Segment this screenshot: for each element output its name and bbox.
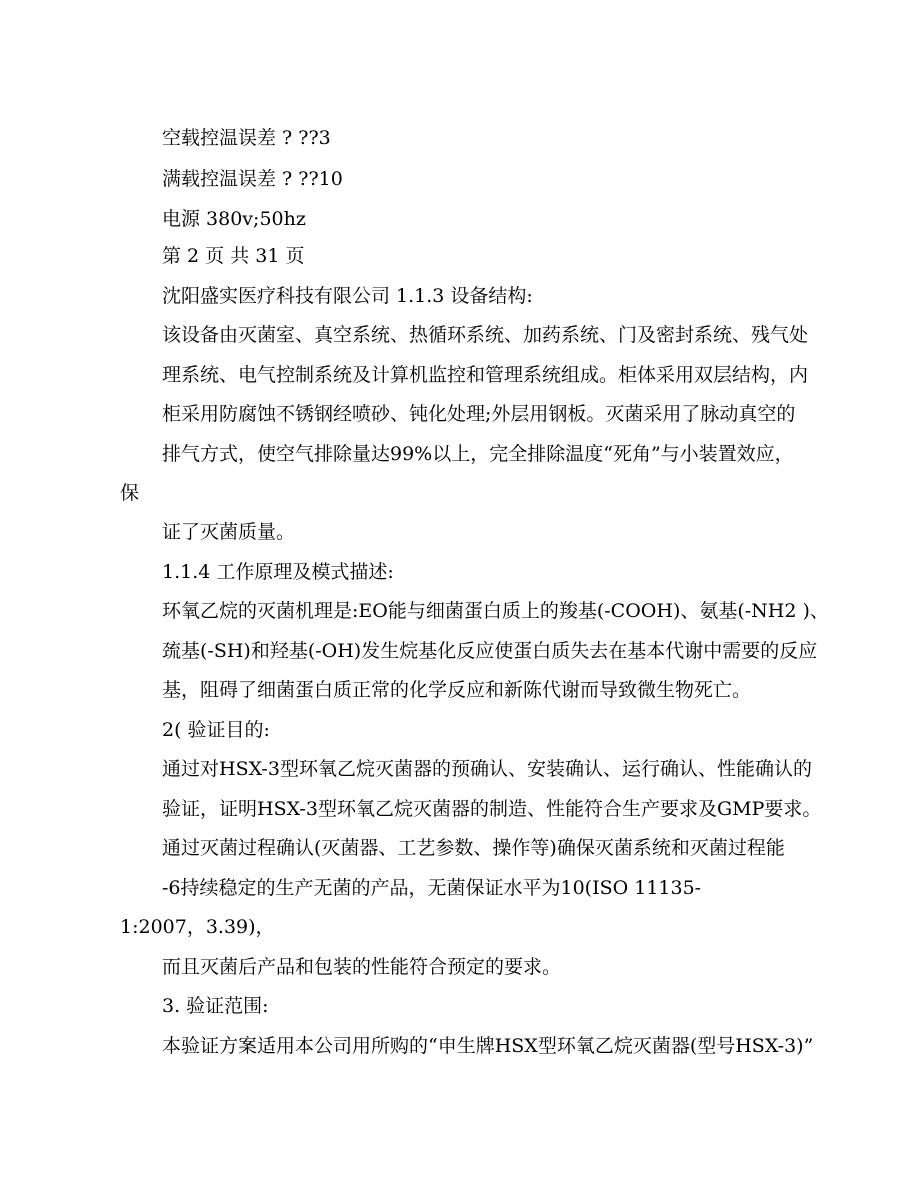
section-heading: 3. 验证范围:: [162, 995, 269, 1017]
text-line: 理系统、电气控制系统及计算机监控和管理系统组成。柜体采用双层结构，内: [162, 364, 809, 386]
text-line: 1:2007，3.39)，: [120, 916, 275, 938]
text-line: 保: [120, 482, 140, 504]
text-line: 电源 380v;50hz: [162, 208, 306, 230]
text-line: -6持续稳定的生产无菌的产品，无菌保证水平为10(ISO 11135-: [162, 877, 702, 899]
page-number: 第 2 页 共 31 页: [162, 245, 305, 267]
section-heading: 1.1.4 工作原理及模式描述:: [162, 561, 394, 583]
text-line: 空载控温误差 ? ??3: [162, 127, 331, 149]
text-line: 柜采用防腐蚀不锈钢经喷砂、钝化处理;外层用钢板。灭菌采用了脉动真空的: [162, 403, 796, 425]
text-line: 该设备由灭菌室、真空系统、热循环系统、加药系统、门及密封系统、残气处: [162, 324, 809, 346]
text-line: 本验证方案适用本公司用所购的“申生牌HSX型环氧乙烷灭菌器(型号HSX-3)”: [162, 1035, 814, 1057]
text-line: 巯基(-SH)和羟基(-OH)发生烷基化反应使蛋白质失去在基本代谢中需要的反应: [162, 640, 818, 662]
text-line: 通过对HSX-3型环氧乙烷灭菌器的预确认、安装确认、运行确认、性能确认的: [162, 758, 812, 780]
text-line: 通过灭菌过程确认(灭菌器、工艺参数、操作等)确保灭菌系统和灭菌过程能: [162, 837, 785, 859]
text-line: 排气方式，使空气排除量达99%以上，完全排除温度“死角”与小装置效应，: [162, 443, 794, 465]
section-heading: 2( 验证目的:: [162, 719, 270, 741]
text-line: 验证，证明HSX-3型环氧乙烷灭菌器的制造、性能符合生产要求及GMP要求。: [162, 798, 822, 820]
text-line: 基，阻碍了细菌蛋白质正常的化学反应和新陈代谢而导致微生物死亡。: [162, 679, 752, 701]
text-line: 环氧乙烷的灭菌机理是:EO能与细菌蛋白质上的羧基(-COOH)、氨基(-NH2 )、: [162, 600, 829, 622]
section-heading: 沈阳盛实医疗科技有限公司 1.1.3 设备结构:: [162, 285, 533, 307]
text-line: 满载控温误差 ? ??10: [162, 168, 343, 190]
text-line: 证了灭菌质量。: [162, 521, 296, 543]
text-line: 而且灭菌后产品和包装的性能符合预定的要求。: [162, 956, 562, 978]
